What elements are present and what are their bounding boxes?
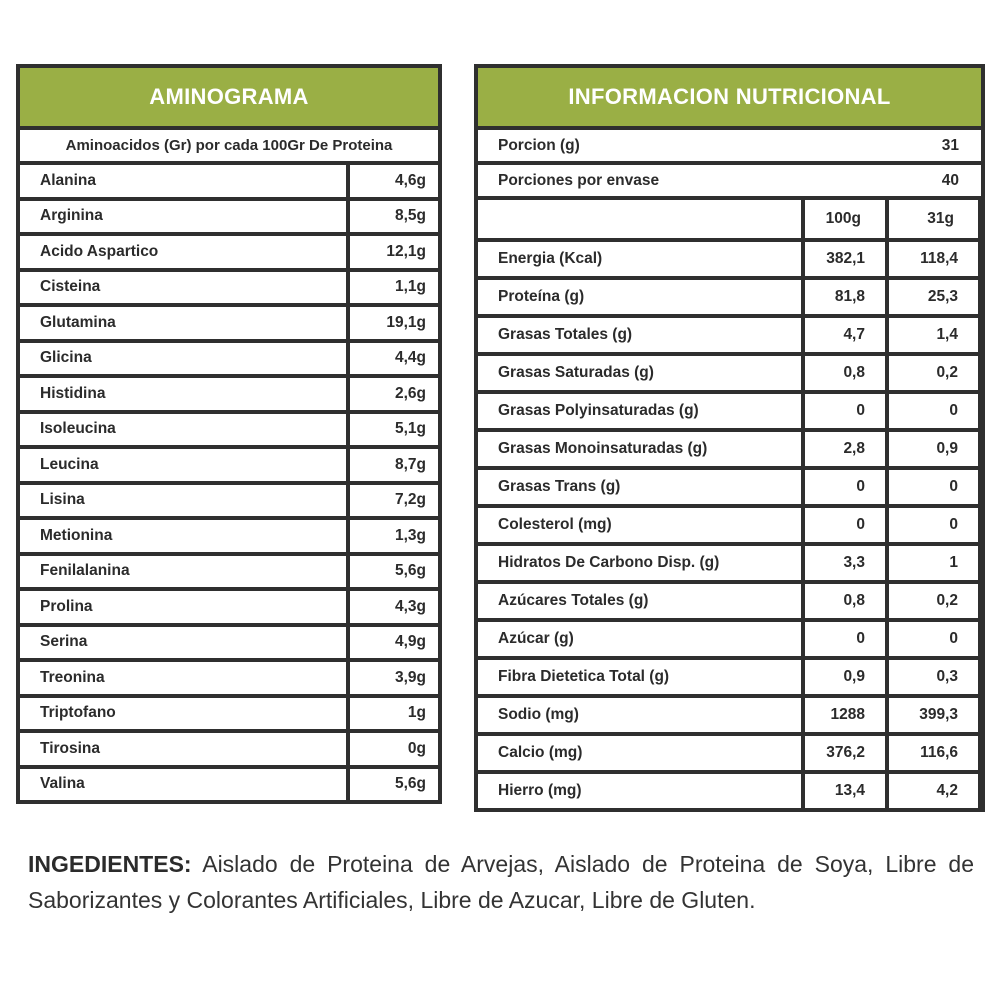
nutrient-value-portion: 0,9 xyxy=(889,432,978,466)
nutrient-row xyxy=(478,394,981,428)
nutrient-name: Azúcar (g) xyxy=(478,622,801,656)
nutrient-value-100g: 0 xyxy=(805,622,885,656)
amino-name: Cisteina xyxy=(20,272,346,304)
ingredients-paragraph xyxy=(28,846,974,918)
amino-value: 2,6g xyxy=(350,378,438,410)
nutrient-row xyxy=(478,280,981,314)
nutrient-value-portion: 0 xyxy=(889,394,978,428)
amino-name: Fenilalanina xyxy=(20,556,346,588)
aminograma-title: AMINOGRAMA xyxy=(20,68,438,126)
nutrient-name: Proteína (g) xyxy=(478,280,801,314)
nutrient-row xyxy=(478,242,981,276)
amino-row xyxy=(20,449,438,481)
nutrient-value-portion: 4,2 xyxy=(889,774,978,808)
nutrient-row xyxy=(478,774,981,808)
amino-row xyxy=(20,414,438,446)
amino-name: Alanina xyxy=(20,165,346,197)
amino-value: 3,9g xyxy=(350,662,438,694)
nutrient-name: Grasas Monoinsaturadas (g) xyxy=(478,432,801,466)
amino-row xyxy=(20,591,438,623)
amino-name: Treonina xyxy=(20,662,346,694)
amino-value: 12,1g xyxy=(350,236,438,268)
nutrient-row xyxy=(478,470,981,504)
nutrient-value-100g: 376,2 xyxy=(805,736,885,770)
aminograma-table xyxy=(16,64,442,804)
amino-name: Valina xyxy=(20,769,346,801)
amino-row xyxy=(20,769,438,801)
amino-name: Prolina xyxy=(20,591,346,623)
nutrient-row xyxy=(478,432,981,466)
nutrient-row xyxy=(478,546,981,580)
nutrient-name: Colesterol (mg) xyxy=(478,508,801,542)
porcion-value: 31 xyxy=(901,130,981,161)
amino-value: 4,6g xyxy=(350,165,438,197)
amino-value: 7,2g xyxy=(350,485,438,517)
amino-name: Serina xyxy=(20,627,346,659)
aminograma-subtitle-row xyxy=(20,130,438,161)
nutrient-value-portion: 0 xyxy=(889,470,978,504)
nutrient-name: Sodio (mg) xyxy=(478,698,801,732)
nutrient-name: Hierro (mg) xyxy=(478,774,801,808)
amino-row xyxy=(20,236,438,268)
amino-value: 1g xyxy=(350,698,438,730)
nutrient-value-100g: 0,8 xyxy=(805,584,885,618)
nutrient-value-100g: 382,1 xyxy=(805,242,885,276)
amino-value: 1,3g xyxy=(350,520,438,552)
nutrient-value-100g: 3,3 xyxy=(805,546,885,580)
amino-name: Isoleucina xyxy=(20,414,346,446)
amino-row xyxy=(20,520,438,552)
amino-name: Leucina xyxy=(20,449,346,481)
amino-row xyxy=(20,556,438,588)
nutrient-row xyxy=(478,736,981,770)
amino-name: Glicina xyxy=(20,343,346,375)
nutrient-value-100g: 2,8 xyxy=(805,432,885,466)
column-header-portion: 31g xyxy=(889,200,978,238)
amino-value: 19,1g xyxy=(350,307,438,339)
nutrient-row xyxy=(478,660,981,694)
nutrient-value-portion: 1 xyxy=(889,546,978,580)
amino-value: 1,1g xyxy=(350,272,438,304)
aminograma-subtitle: Aminoacidos (Gr) por cada 100Gr De Proteina xyxy=(20,130,438,161)
nutrient-value-100g: 0,9 xyxy=(805,660,885,694)
column-header-row xyxy=(478,200,981,238)
ingredients-label: INGEDIENTES: xyxy=(28,851,192,877)
nutrient-value-portion: 0,2 xyxy=(889,356,978,390)
amino-value: 4,3g xyxy=(350,591,438,623)
porciones-row xyxy=(478,165,981,196)
nutrient-value-portion: 0 xyxy=(889,622,978,656)
nutrient-name: Grasas Trans (g) xyxy=(478,470,801,504)
nutrition-table xyxy=(474,64,985,812)
nutrient-value-portion: 1,4 xyxy=(889,318,978,352)
nutrient-row xyxy=(478,698,981,732)
amino-name: Glutamina xyxy=(20,307,346,339)
amino-value: 4,4g xyxy=(350,343,438,375)
nutrient-name: Grasas Totales (g) xyxy=(478,318,801,352)
nutrition-title: INFORMACION NUTRICIONAL xyxy=(478,68,981,126)
porcion-row xyxy=(478,130,981,161)
nutrient-value-100g: 1288 xyxy=(805,698,885,732)
amino-value: 5,6g xyxy=(350,556,438,588)
nutrient-value-portion: 116,6 xyxy=(889,736,978,770)
amino-row xyxy=(20,165,438,197)
amino-name: Histidina xyxy=(20,378,346,410)
column-header-blank xyxy=(478,200,801,238)
nutrient-value-portion: 399,3 xyxy=(889,698,978,732)
porciones-value: 40 xyxy=(901,165,981,196)
nutrient-value-portion: 0 xyxy=(889,508,978,542)
column-header-100g: 100g xyxy=(805,200,885,238)
nutrient-value-portion: 0,3 xyxy=(889,660,978,694)
amino-row xyxy=(20,378,438,410)
nutrient-value-portion: 25,3 xyxy=(889,280,978,314)
nutrient-row xyxy=(478,622,981,656)
amino-value: 8,5g xyxy=(350,201,438,233)
amino-row xyxy=(20,662,438,694)
amino-value: 8,7g xyxy=(350,449,438,481)
nutrient-name: Hidratos De Carbono Disp. (g) xyxy=(478,546,801,580)
nutrient-name: Energia (Kcal) xyxy=(478,242,801,276)
amino-value: 5,6g xyxy=(350,769,438,801)
amino-name: Triptofano xyxy=(20,698,346,730)
nutrient-name: Calcio (mg) xyxy=(478,736,801,770)
nutrient-value-100g: 0 xyxy=(805,508,885,542)
ingredients-text: Aislado de Proteina de Arvejas, Aislado de Proteina de Soya, Libre de Saborizantes y Colorantes Artificiales, Libre de Azucar, Libre de Gluten. xyxy=(28,851,974,913)
amino-row xyxy=(20,201,438,233)
nutrient-name: Fibra Dietetica Total (g) xyxy=(478,660,801,694)
porciones-label: Porciones por envase xyxy=(478,165,901,196)
amino-value: 0g xyxy=(350,733,438,765)
amino-row xyxy=(20,698,438,730)
nutrient-row xyxy=(478,318,981,352)
amino-row xyxy=(20,272,438,304)
porcion-label: Porcion (g) xyxy=(478,130,901,161)
nutrient-value-100g: 81,8 xyxy=(805,280,885,314)
amino-row xyxy=(20,733,438,765)
amino-value: 4,9g xyxy=(350,627,438,659)
amino-row xyxy=(20,627,438,659)
amino-row xyxy=(20,307,438,339)
nutrient-row xyxy=(478,584,981,618)
nutrient-value-100g: 4,7 xyxy=(805,318,885,352)
nutrient-name: Grasas Polyinsaturadas (g) xyxy=(478,394,801,428)
amino-name: Metionina xyxy=(20,520,346,552)
nutrient-value-100g: 0 xyxy=(805,470,885,504)
nutrient-value-portion: 118,4 xyxy=(889,242,978,276)
nutrient-row xyxy=(478,508,981,542)
amino-name: Lisina xyxy=(20,485,346,517)
amino-name: Arginina xyxy=(20,201,346,233)
nutrient-value-100g: 13,4 xyxy=(805,774,885,808)
nutrient-name: Azúcares Totales (g) xyxy=(478,584,801,618)
nutrient-value-100g: 0,8 xyxy=(805,356,885,390)
nutrient-name: Grasas Saturadas (g) xyxy=(478,356,801,390)
nutrient-row xyxy=(478,356,981,390)
amino-row xyxy=(20,485,438,517)
amino-row xyxy=(20,343,438,375)
amino-value: 5,1g xyxy=(350,414,438,446)
nutrient-value-portion: 0,2 xyxy=(889,584,978,618)
nutrient-value-100g: 0 xyxy=(805,394,885,428)
amino-name: Tirosina xyxy=(20,733,346,765)
amino-name: Acido Aspartico xyxy=(20,236,346,268)
